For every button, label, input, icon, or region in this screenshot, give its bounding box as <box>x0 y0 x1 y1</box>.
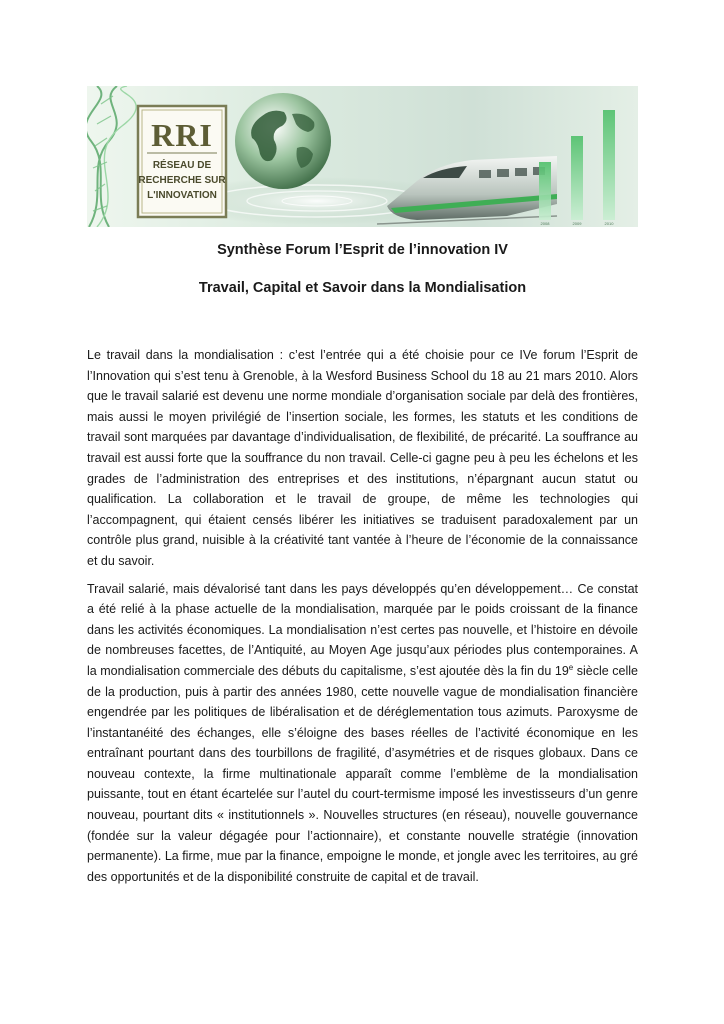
paragraph-2 <box>87 579 638 888</box>
header-banner <box>87 86 638 227</box>
globe-graphic <box>235 93 331 189</box>
logo-line-3: L'INNOVATION <box>147 190 217 201</box>
title-block <box>87 240 638 298</box>
paragraph-2-part-1: Travail salarié, mais dévalorisé tant dans les pays développés qu’en développement… Ce constat a été relié à la phase actuelle de la mondialisation, marquée par le poids croissant de la finance dans les activités économiques. La mondialisation n’est certes pas nouvelle, et l’histoire en dévoile de nombreuses facettes, de l’Antiquité, au Moyen Age jusqu’aux périodes plus contemporaines. A la mondialisation commerciale des débuts du capitalisme, s’est ajoutée dès la fin du 19 <box>87 581 638 678</box>
logo-abbreviation: RRI <box>151 117 213 153</box>
document-body <box>87 345 638 894</box>
rri-logo <box>138 106 226 217</box>
century-superscript: e <box>568 662 574 672</box>
paragraph-2-part-2: siècle celle de la production, puis à partir des années 1980, cette nouvelle vague de mondialisation financière engendrée par les politiques de libéralisation et de déréglementation tous azimuts. Paroxysme de l’instantanéité des échanges, elle s’éloigne des bases réelles de l’activité économique en les entraînant pourtant dans des tourbillons de fragilité, d’asymétries et de risques globaux. Dans ce nouveau contexte, la firme multinationale apparaît comme l’emblème de la mondialisation puissante, tout en étant écartelée sur l’autel du court-termisme imposé les investisseurs d’un genre nouveau, pourtant dits « institutionnels ». Nouvelles structures (en réseau), nouvelle gouvernance (fondée sur la valeur dégagée pour l’actionnaire), et constante nouvelle stratégie (innovation permanente). La firme, mue par la finance, empoigne le monde, et jongle avec les territoires, au gré des opportunités et de la disponibilité construite de capital et de travail. <box>87 663 638 884</box>
logo-line-2: RECHERCHE SUR <box>138 175 226 186</box>
document-subtitle: Travail, Capital et Savoir dans la Mondialisation <box>198 280 527 296</box>
bar-year-label-2: 2009 <box>572 221 582 226</box>
bar-year-label-3: 2010 <box>604 221 614 226</box>
bar-year-label-1: 2008 <box>540 221 550 226</box>
document-title: Synthèse Forum l’Esprit de l’innovation IV <box>217 242 508 258</box>
paragraph-1: Le travail dans la mondialisation : c’est l’entrée qui a été choisie pour ce IVe forum l’Esprit de l’Innovation qui s’est tenu à Grenoble, à la Wesford Business School du 18 au 21 mars 2010. Alors que le travail salarié est devenu une norme mondiale d’organisation sociale par delà des frontières, mais aussi le moyen privilégié de l’insertion sociale, les formes, les statuts et les conditions de travail sont marquées par davantage d’individualisation, de flexibilité, de précarité. La souffrance au travail est aussi forte que la souffrance du non travail. Celle-ci gagne peu à peu les échelons et les grades de l’administration des entreprises et des institutions, n’épargnant aucun statut ou qualification. La collaboration et le travail de groupe, de même les technologies qui l’accompagnent, qui étaient censés libérer les initiatives se traduisent paradoxalement par un contrôle plus grand, nuisible à la créativité tant vantée à l’heure de l’économie de la connaissance et du savoir. <box>87 348 638 568</box>
logo-line-1: RÉSEAU DE <box>152 160 212 171</box>
